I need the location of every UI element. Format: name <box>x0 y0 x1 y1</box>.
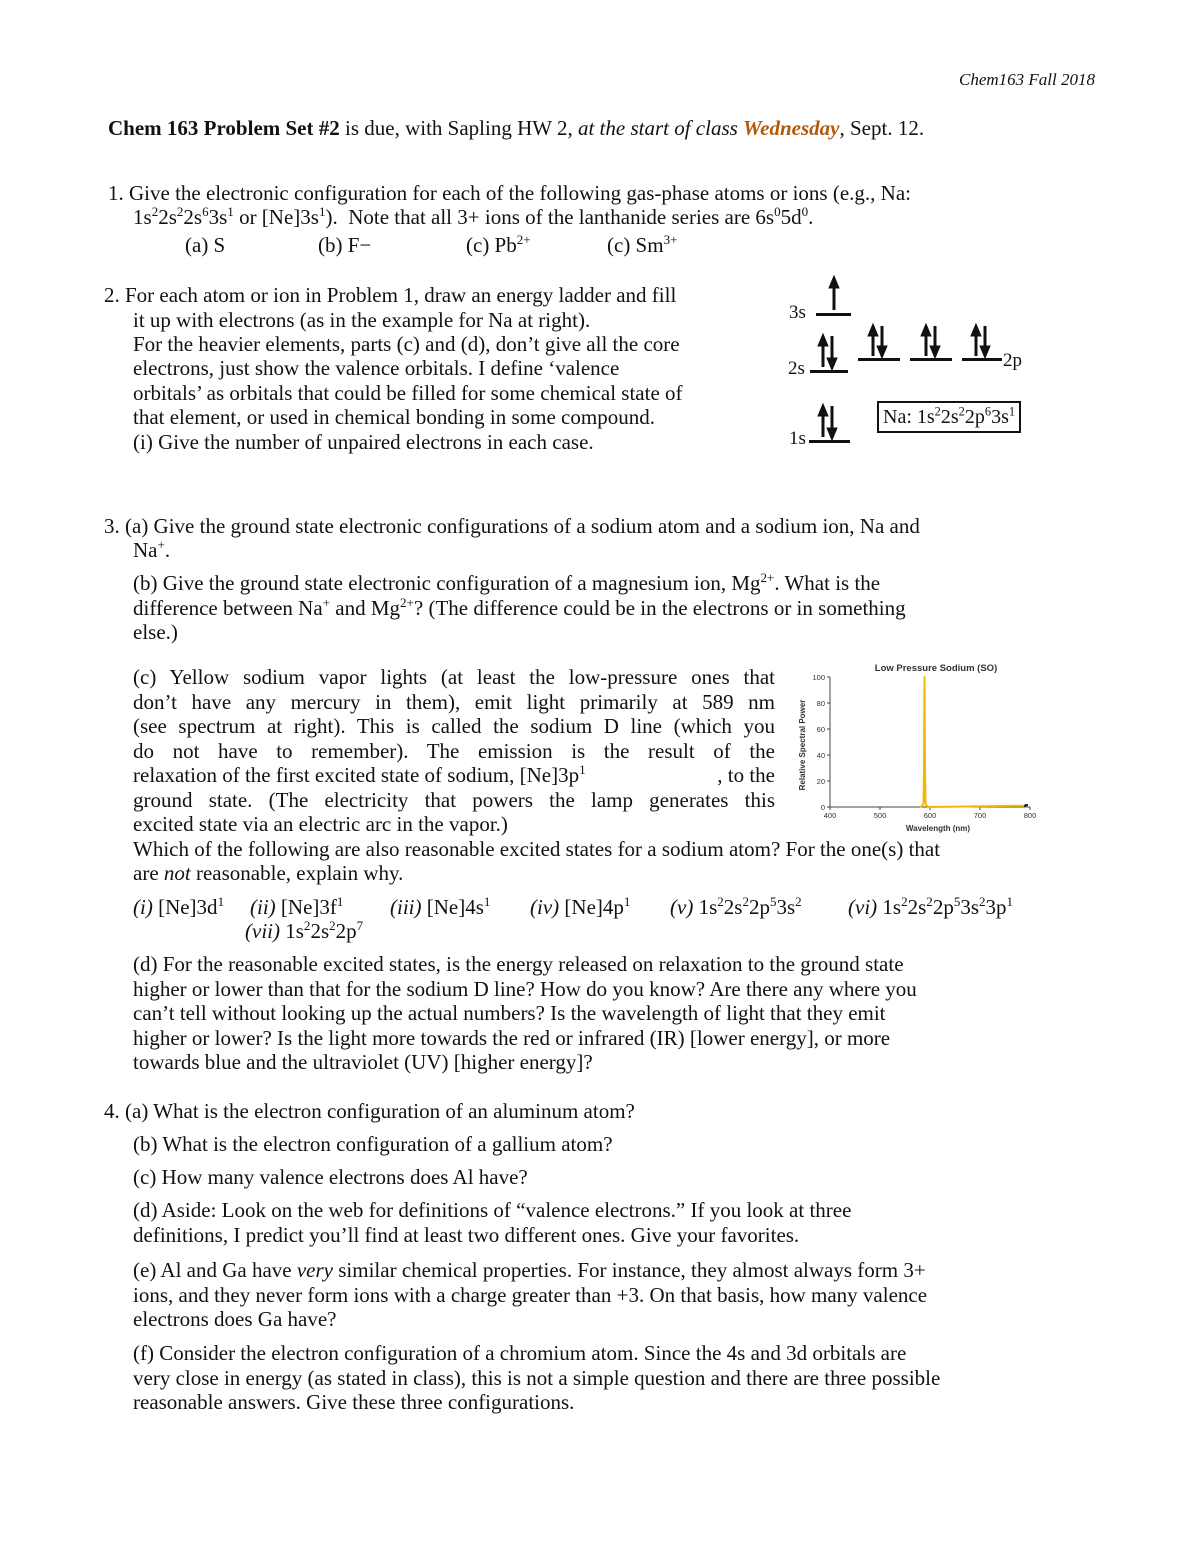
q1-note: Note that all 3+ ions of the lanthanide series are 6s <box>348 205 775 229</box>
option-v-text: 1s <box>693 895 718 919</box>
intro-text: is due, with Sapling HW 2, <box>339 116 578 140</box>
q1-part-a: (a) S <box>185 233 226 257</box>
q4e-text-b: similar chemical properties. For instance, they almost always form 3+ <box>333 1258 926 1282</box>
q3c-line2: don’t have any mercury in them), emit light primarily at 589 nm <box>133 690 775 714</box>
q3c-which-line1: Which of the following are also reasonable excited states for a sodium atom? For the one(s) that <box>133 837 941 861</box>
arrow-2s-down <box>827 336 837 370</box>
label-1s: 1s <box>789 428 806 449</box>
arrow-2p1-up <box>868 324 878 356</box>
chart-xlabel: Wavelength (nm) <box>905 824 971 833</box>
q3c-line3: (see spectrum at right). This is called the sodium D line (which you <box>133 714 775 738</box>
q2-line1: 2. For each atom or ion in Problem 1, draw an energy ladder and fill <box>104 283 677 307</box>
q3c-line7: excited state via an electric arc in the vapor.) <box>133 812 508 836</box>
q4e-line2: ions, and they never form ions with a charge greater than +3. On that basis, how many valence <box>133 1283 928 1307</box>
option-iv-text: [Ne]4p <box>559 895 624 919</box>
q4c: (c) How many valence electrons does Al have? <box>133 1165 528 1189</box>
x-tick-label: 600 <box>923 811 937 820</box>
q1-part-b: (b) F− <box>318 233 372 257</box>
na-ion: Na <box>133 538 158 562</box>
q3d-line2: higher or lower than that for the sodium D line? How do you know? Are there any where you <box>133 977 917 1001</box>
q4f-line1: (f) Consider the electron configuration of a chromium atom. Since the 4s and 3d orbitals are <box>133 1341 907 1365</box>
q3c-line5 <box>133 763 775 787</box>
q3c-line4: do not have to remember). The emission is the result of the <box>133 739 775 763</box>
arrow-2p2-down <box>930 326 940 358</box>
sodium-spectrum-chart <box>790 655 1050 835</box>
q1-part-d <box>607 233 677 257</box>
label-2s: 2s <box>788 358 805 379</box>
label-3s: 3s <box>789 302 806 323</box>
q2-line6: that element, or used in chemical bonding in some compound. <box>133 405 655 429</box>
option-vi-label: (vi) <box>848 895 878 919</box>
option-iii: (iii) $[Ne]4s^1$ <box>390 893 491 919</box>
q3a-line1: 3. (a) Give the ground state electronic configurations of a sodium atom and a sodium ion, Na and <box>104 514 920 538</box>
option-i-label: (i) <box>133 895 153 919</box>
chart-axes <box>830 677 1030 807</box>
option-ii: (ii) $[Ne]3f^1$ <box>250 893 344 919</box>
q2-line5: orbitals’ as orbitals that could be filled for some chemical state of <box>133 381 683 405</box>
option-iii-label: (iii) <box>390 895 422 919</box>
option-iv-label: (iv) <box>530 895 560 919</box>
option-v: (v) $1s^22s^22p^53s^2$ <box>670 893 802 919</box>
option-ii-text: [Ne]3f <box>275 895 337 919</box>
pb-charge: 2+ <box>516 231 531 247</box>
q1-line1: 1. Give the electronic configuration for each of the following gas-phase atoms or ions (e.g., Na: <box>108 181 911 205</box>
q3c-line1: (c) Yellow sodium vapor lights (at least the low-pressure ones that <box>133 665 775 689</box>
arrow-2p1-down <box>877 326 887 358</box>
arrow-1s-up <box>818 404 828 437</box>
q3b-text2b: and Mg <box>330 596 401 620</box>
arrow-3s-up <box>829 276 839 310</box>
arrow-2p3-down <box>980 326 990 358</box>
q2-line7: (i) Give the number of unpaired electrons in each case. <box>133 430 594 454</box>
option-v-label: (v) <box>670 895 694 919</box>
option-iv: (iv) $[Ne]4p^1$ <box>530 893 631 919</box>
q3b-text2c: ? (The difference could be in the electrons or in something <box>413 596 906 620</box>
q3b-line2: difference between Na+ and $Mg^{2+}$? (The difference could be in the electrons or in something <box>133 594 906 620</box>
q4e-very: very <box>296 1258 333 1282</box>
na-config-box: Na: $1s^22s^22p^63s^1$ <box>877 401 1021 433</box>
chart-title: Low Pressure Sodium (SO) <box>874 663 998 674</box>
which-end: reasonable, explain why. <box>190 861 404 885</box>
y-tick-label: 0 <box>820 803 825 812</box>
q4f-line3: reasonable answers. Give these three configurations. <box>133 1390 575 1414</box>
label-2p: 2p <box>1003 350 1022 371</box>
q1-part-c <box>466 233 531 257</box>
q1-line2: $1s^22s^22s^63s^1$ or $[Ne]3s^1$). Note that all 3+ ions of the lanthanide series are $6s^05d^0$. <box>133 203 814 229</box>
q3b-line1: (b) Give the ground state electronic configuration of a magnesium ion, $Mg^{2+}$. What is the <box>133 569 881 595</box>
intro-italic: at the start of class <box>577 116 744 140</box>
q4a: 4. (a) What is the electron configuration of an aluminum atom? <box>104 1099 635 1123</box>
q3c-line5-text: relaxation of the first excited state of sodium, [Ne]3p <box>133 763 580 787</box>
option-vi-text: 1s <box>877 895 902 919</box>
y-tick-label: 60 <box>816 725 825 734</box>
q1-part-d-text: (c) Sm <box>607 233 664 257</box>
q2-line2: it up with electrons (as in the example for Na at right). <box>133 308 591 332</box>
q4d-line2: definitions, I predict you’ll find at least two different ones. Give your favorites. <box>133 1223 800 1247</box>
sm-charge: 3+ <box>663 231 678 247</box>
which-are: are <box>133 861 164 885</box>
which-not: not <box>163 861 191 885</box>
due-date: , Sept. 12. <box>839 116 925 140</box>
arrow-2s-up <box>818 334 828 367</box>
course-header: Chem163 Fall 2018 <box>959 70 1095 89</box>
arrow-2p2-up <box>921 324 931 356</box>
option-ii-label: (ii) <box>250 895 276 919</box>
q3b-text1: (b) Give the ground state electronic configuration of a magnesium ion, Mg <box>133 571 761 595</box>
x-tick-label: 400 <box>823 811 837 820</box>
q3b-text2a: difference between Na <box>133 596 323 620</box>
q2-line4: electrons, just show the valence orbitals. I define ‘valence <box>133 356 620 380</box>
q4d-line1: (d) Aside: Look on the web for definitions of “valence electrons.” If you look at three <box>133 1198 852 1222</box>
q3d-line4: higher or lower? Is the light more towards the red or infrared (IR) [lower energy], or more <box>133 1026 891 1050</box>
chart-series <box>920 677 1028 807</box>
q3a-line2: Na+. <box>133 536 171 562</box>
intro-line <box>108 116 924 140</box>
problem-set-title: Chem 163 Problem Set #2 <box>108 116 340 140</box>
option-vii-text: 1s <box>279 919 304 943</box>
q3d-line3: can’t tell without looking up the actual numbers? Is the wavelength of light that they emit <box>133 1001 886 1025</box>
q3b-line3: else.) <box>133 620 178 644</box>
option-vi: (vi) $1s^22s^22p^53s^23p^1$ <box>848 893 1014 919</box>
x-tick-label: 800 <box>1023 811 1037 820</box>
arrow-1s-down <box>827 406 837 440</box>
due-day: Wednesday <box>743 116 840 140</box>
q3b-text1-end: . What is the <box>774 571 881 595</box>
option-i: (i) $[Ne]3d^1$ <box>133 893 225 919</box>
spectrum-series-line <box>920 677 1028 807</box>
y-tick-label: 80 <box>816 699 825 708</box>
y-tick-label: 100 <box>812 673 825 682</box>
x-tick-label: 500 <box>873 811 887 820</box>
option-i-text: [Ne]3d <box>152 895 218 919</box>
option-iii-text: [Ne]4s <box>421 895 484 919</box>
q4e-text-a: (e) Al and Ga have <box>133 1258 297 1282</box>
chart-ylabel: Relative Spectral Power <box>798 699 807 791</box>
q1-part-c-text: (c) Pb <box>466 233 517 257</box>
arrow-2p3-up <box>971 324 981 356</box>
option-vii-label: (vii) <box>245 919 280 943</box>
na-config-label: Na: 1s <box>883 406 935 428</box>
q3c-to-the: , to the <box>717 763 775 787</box>
q3c-line6: ground state. (The electricity that powers the lamp generates this <box>133 788 775 812</box>
option-vii: (vii) $1s^22s^22p^7$ <box>245 917 364 943</box>
q3d-line1: (d) For the reasonable excited states, is the energy released on relaxation to the ground state <box>133 952 904 976</box>
q4b: (b) What is the electron configuration of a gallium atom? <box>133 1132 613 1156</box>
q4f-line2: very close in energy (as stated in class), this is not a simple question and there are three possible <box>133 1366 941 1390</box>
spectrum-point <box>1025 804 1028 806</box>
x-tick-label: 700 <box>973 811 987 820</box>
y-tick-label: 20 <box>816 777 825 786</box>
q4e-line3: electrons does Ga have? <box>133 1307 337 1331</box>
q3c-which-line2 <box>133 861 403 885</box>
q3d-line5: towards blue and the ultraviolet (UV) [higher energy]? <box>133 1050 593 1074</box>
q4e-line1 <box>133 1258 926 1282</box>
q2-line3: For the heavier elements, parts (c) and (d), don’t give all the core <box>133 332 680 356</box>
q3c-line5-main: relaxation of the first excited state of sodium, $[Ne]3p^1$ <box>133 761 586 787</box>
y-tick-label: 40 <box>816 751 825 760</box>
